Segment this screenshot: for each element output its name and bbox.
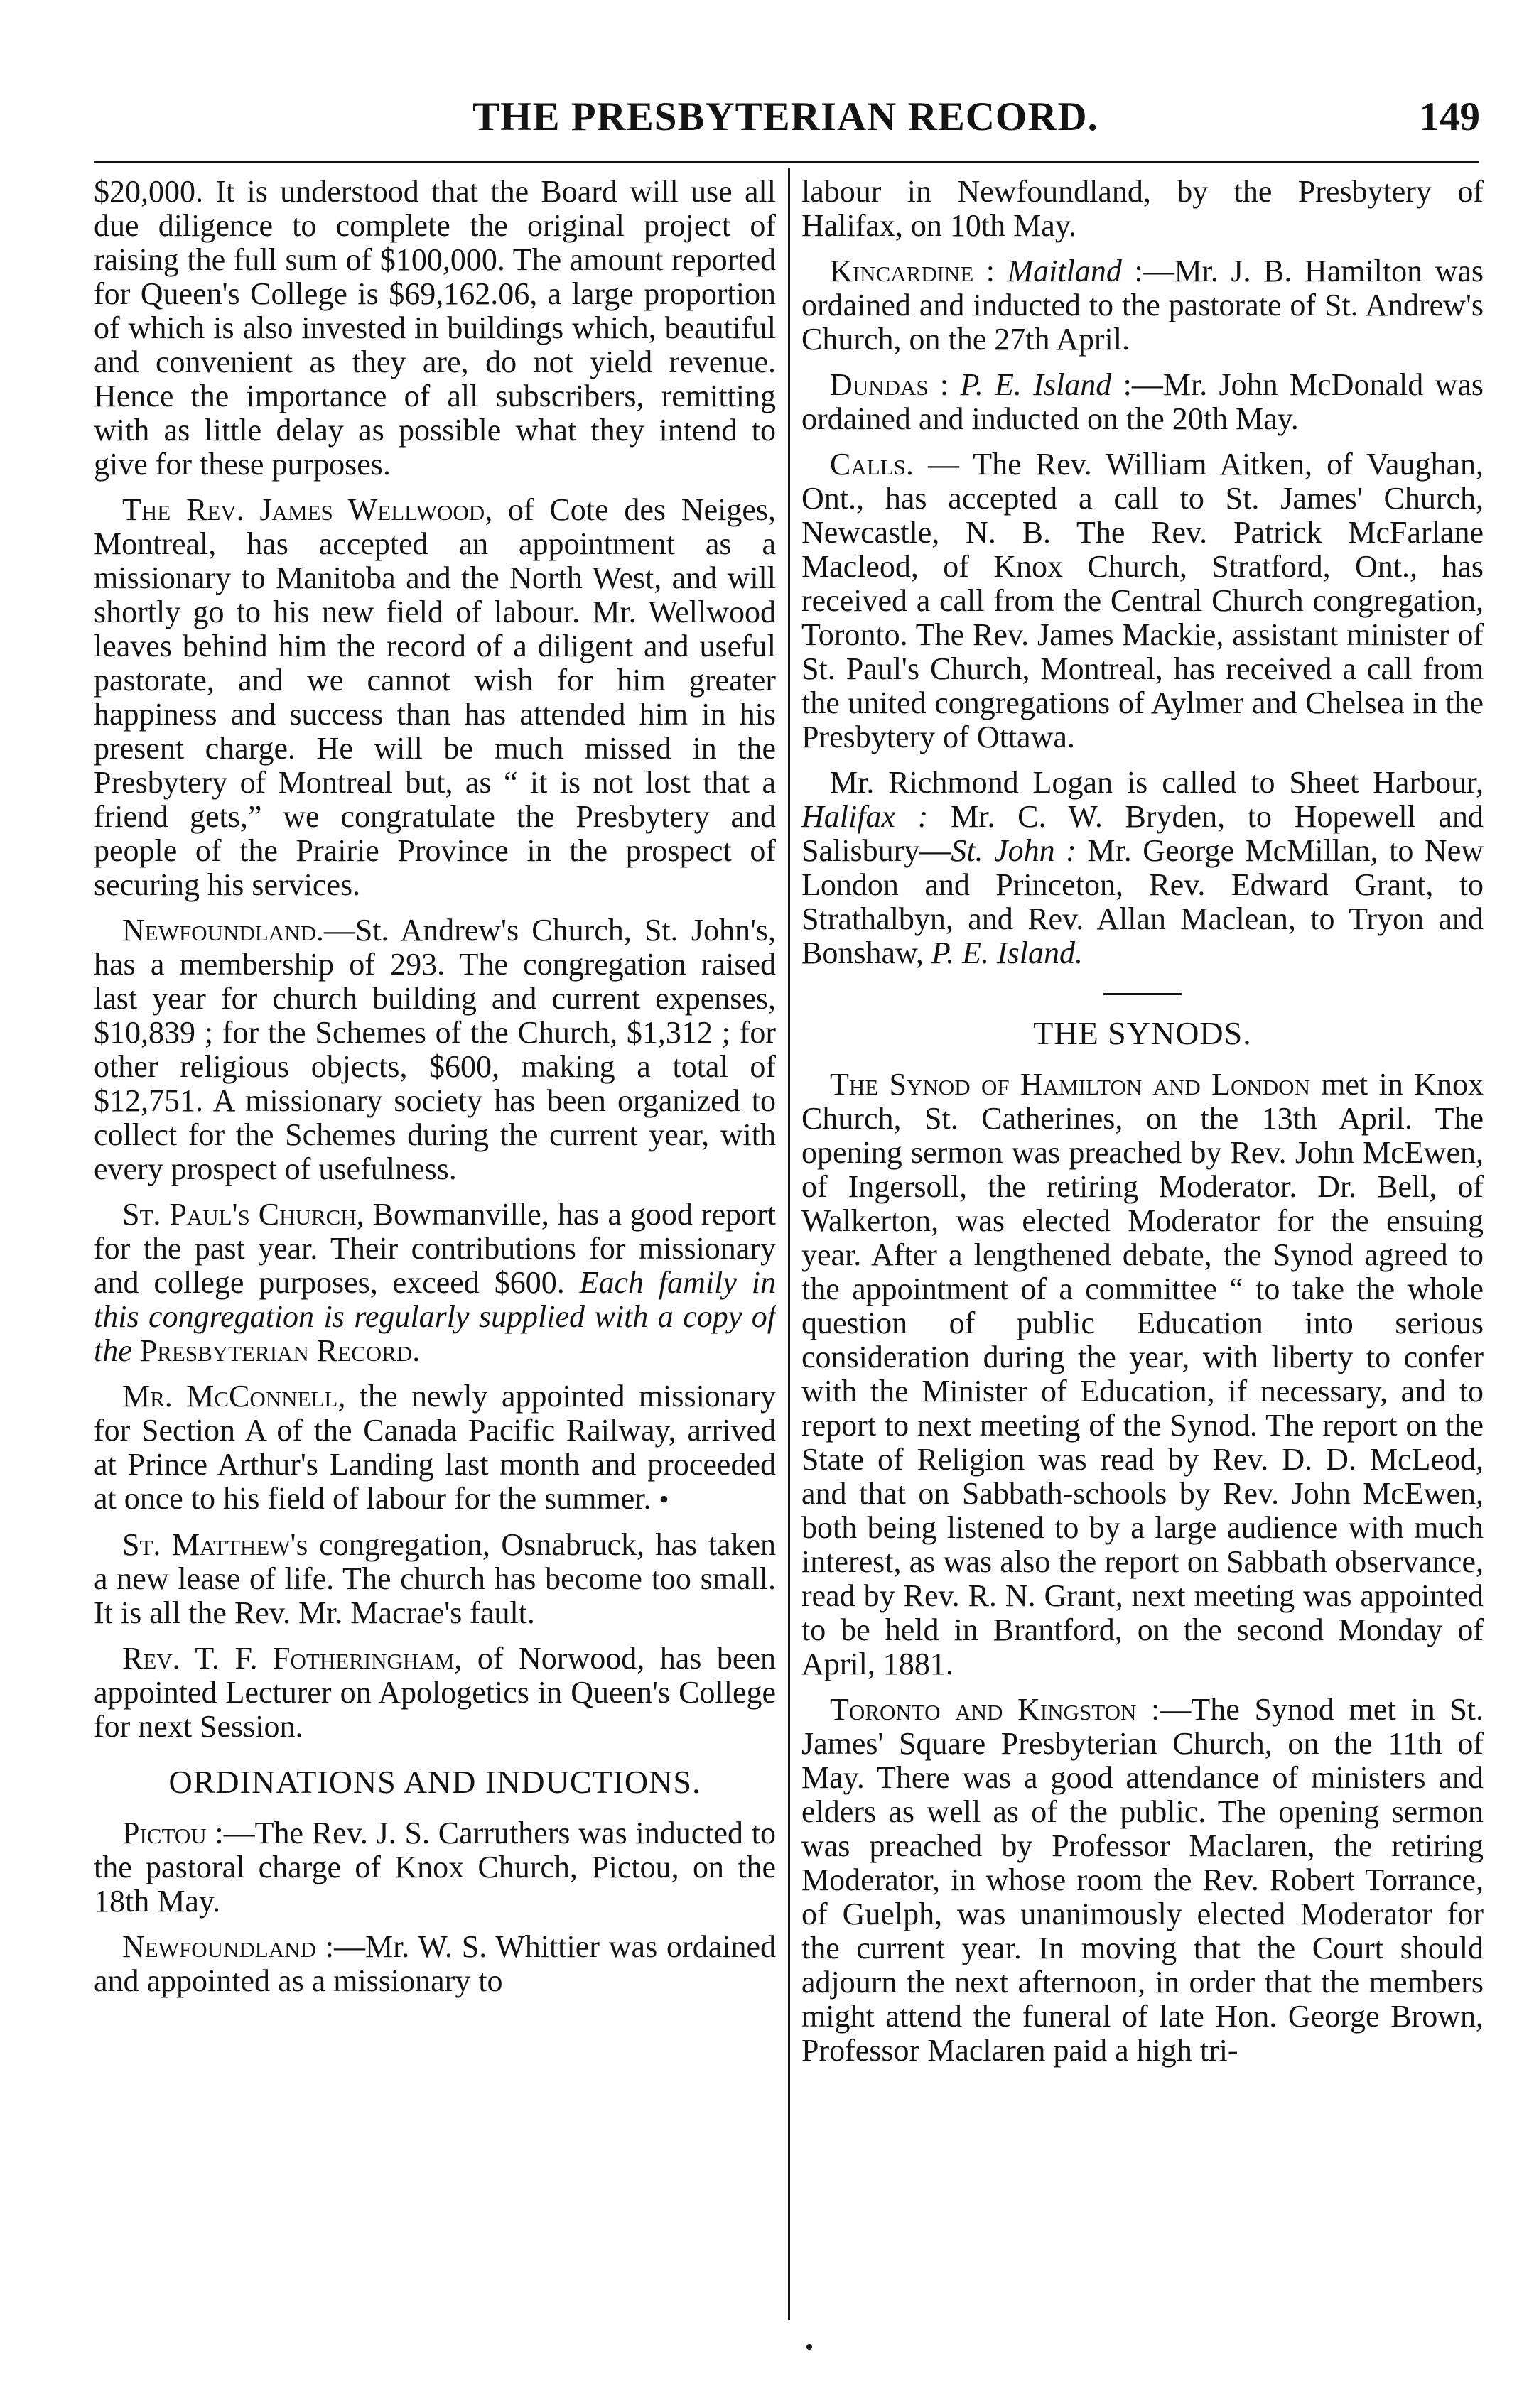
paragraph-whittier-continued: labour in Newfoundland, by the Presbytery of Halifax, on 10th May.	[801, 175, 1484, 243]
paragraph-synod-toronto-kingston: Toronto and Kingston :—The Synod met in St. James' Square Presbyterian Church, on the 11th of May. There was a good attendance of ministers and elders as well as of the public. The opening sermon was preached by Professor Maclaren, the retiring Moderator, in whose room the Rev. Robert Torrance, of Guelph, was unanimously elected Moderator for the current year. In moving that the Court should adjourn the next afternoon, in order that the members might attend the funeral of late Hon. George Brown, Professor Maclaren paid a high tri-	[801, 1692, 1484, 2068]
page-number: 149	[1419, 94, 1480, 139]
paragraph-calls: Calls. — The Rev. William Aitken, of Vaughan, Ont., has accepted a call to St. James' Church, Newcastle, N. B. The Rev. Patrick McFarlane Macleod, of Knox Church, Stratford, Ont., has received a call from the Central Church congregation, Toronto. The Rev. James Mackie, assistant minister of St. Paul's Church, Montreal, has received a call from the united congregations of Aylmer and Chelsea in the Presbytery of Ottawa.	[801, 447, 1484, 754]
paragraph-pictou: Pictou :—The Rev. J. S. Carruthers was inducted to the pastoral charge of Knox Church, Pictou, on the 18th May.	[94, 1816, 776, 1919]
column-divider	[788, 168, 790, 2320]
paragraph-st-matthews: St. Matthew's congregation, Osnabruck, has taken a new lease of life. The church has become too small. It is all the Rev. Mr. Macrae's fault.	[94, 1527, 776, 1630]
section-rule	[1103, 993, 1182, 995]
paragraph-wellwood: The Rev. James Wellwood, of Cote des Neiges, Montreal, has accepted an appointment as a missionary to Manitoba and the North West, and will shortly go to his new field of labour. Mr. Wellwood leaves behind him the record of a diligent and useful pastorate, and we cannot wish for him greater happiness and success than has attended him in his present charge. He will be much missed in the Presbytery of Montreal but, as “ it is not lost that a friend gets,” we congratulate the Presbytery and people of the Prairie Province in the prospect of securing his services.	[94, 492, 776, 902]
paragraph-logan-call: Mr. Richmond Logan is called to Sheet Harbour, Halifax : Mr. C. W. Bryden, to Hopewell and Salisbury—St. John : Mr. George McMillan, to New London and Princeton, Rev. Edward Grant, to Strathalbyn, and Rev. Allan Maclean, to Tryon and Bonshaw, P. E. Island.	[801, 765, 1484, 970]
paragraph-kincardine: Kincardine : Maitland :—Mr. J. B. Hamilton was ordained and inducted to the pastorate of St. Andrew's Church, on the 27th April.	[801, 254, 1484, 357]
paragraph-board-funds: $20,000. It is understood that the Board will use all due diligence to complete the original project of raising the full sum of $100,000. The amount reported for Queen's College is $69,162.06, a large proportion of which is also invested in buildings which, beautiful and convenient as they are, do not yield revenue. Hence the importance of all subscribers, remitting with as little delay as possible what they intend to give for these purposes.	[94, 175, 776, 482]
paragraph-dundas: Dundas : P. E. Island :—Mr. John McDonald was ordained and inducted on the 20th May.	[801, 367, 1484, 436]
paragraph-st-pauls-bowmanville: St. Paul's Church, Bowmanville, has a good report for the past year. Their contributions for missionary and college purposes, exceed $600. Each family in this congregation is regularly supplied with a copy of the Presbyterian Record.	[94, 1197, 776, 1368]
paragraph-newfoundland-whittier: Newfoundland :—Mr. W. S. Whittier was ordained and appointed as a missionary to	[94, 1929, 776, 1998]
paragraph-newfoundland-st-andrews: Newfoundland.—St. Andrew's Church, St. John's, has a membership of 293. The congregation raised last year for church building and current expenses, $10,839 ; for the Schemes of the Church, $1,312 ; for other religious objects, $600, making a total of $12,751. A missionary society has been organized to collect for the Schemes during the current year, with every prospect of usefulness.	[94, 913, 776, 1186]
running-title: THE PRESBYTERIAN RECORD.	[472, 94, 1098, 139]
heading-synods: THE SYNODS.	[1033, 1015, 1252, 1051]
paragraph-fotheringham: Rev. T. F. Fotheringham, of Norwood, has been appointed Lecturer on Apologetics in Queen's College for next Session.	[94, 1641, 776, 1744]
bullet-mark: •	[659, 1483, 669, 1515]
right-column	[801, 175, 1484, 2334]
header-rule	[94, 161, 1479, 163]
heading-ordinations: ORDINATIONS AND INDUCTIONS.	[168, 1764, 701, 1800]
left-column	[94, 175, 776, 2334]
paragraph-mcconnell: Mr. McConnell, the newly appointed missionary for Section A of the Canada Pacific Railway, arrived at Prince Arthur's Landing last month and proceeded at once to his field of labour for the summer. •	[94, 1379, 776, 1516]
paragraph-synod-hamilton-london: The Synod of Hamilton and London met in Knox Church, St. Catherines, on the 13th April. The opening sermon was preached by Rev. John McEwen, of Ingersoll, the retiring Moderator. Dr. Bell, of Walkerton, was elected Moderator for the ensuing year. After a lengthened debate, the Synod agreed to the appointment of a committee “ to take the whole question of public Education into serious consideration during the year, with liberty to confer with the Minister of Education, if necessary, and to report to next meeting of the Synod. The report on the State of Religion was read by Rev. D. D. McLeod, and that on Sabbath-schools by Rev. John McEwen, both being listened to by a large audience with much interest, as was also the report on Sabbath observance, read by Rev. R. N. Grant, next meeting was appointed to be held in Brantford, on the second Monday of April, 1881.	[801, 1067, 1484, 1681]
footer-dot	[806, 2344, 812, 2350]
page-header	[91, 90, 1480, 161]
